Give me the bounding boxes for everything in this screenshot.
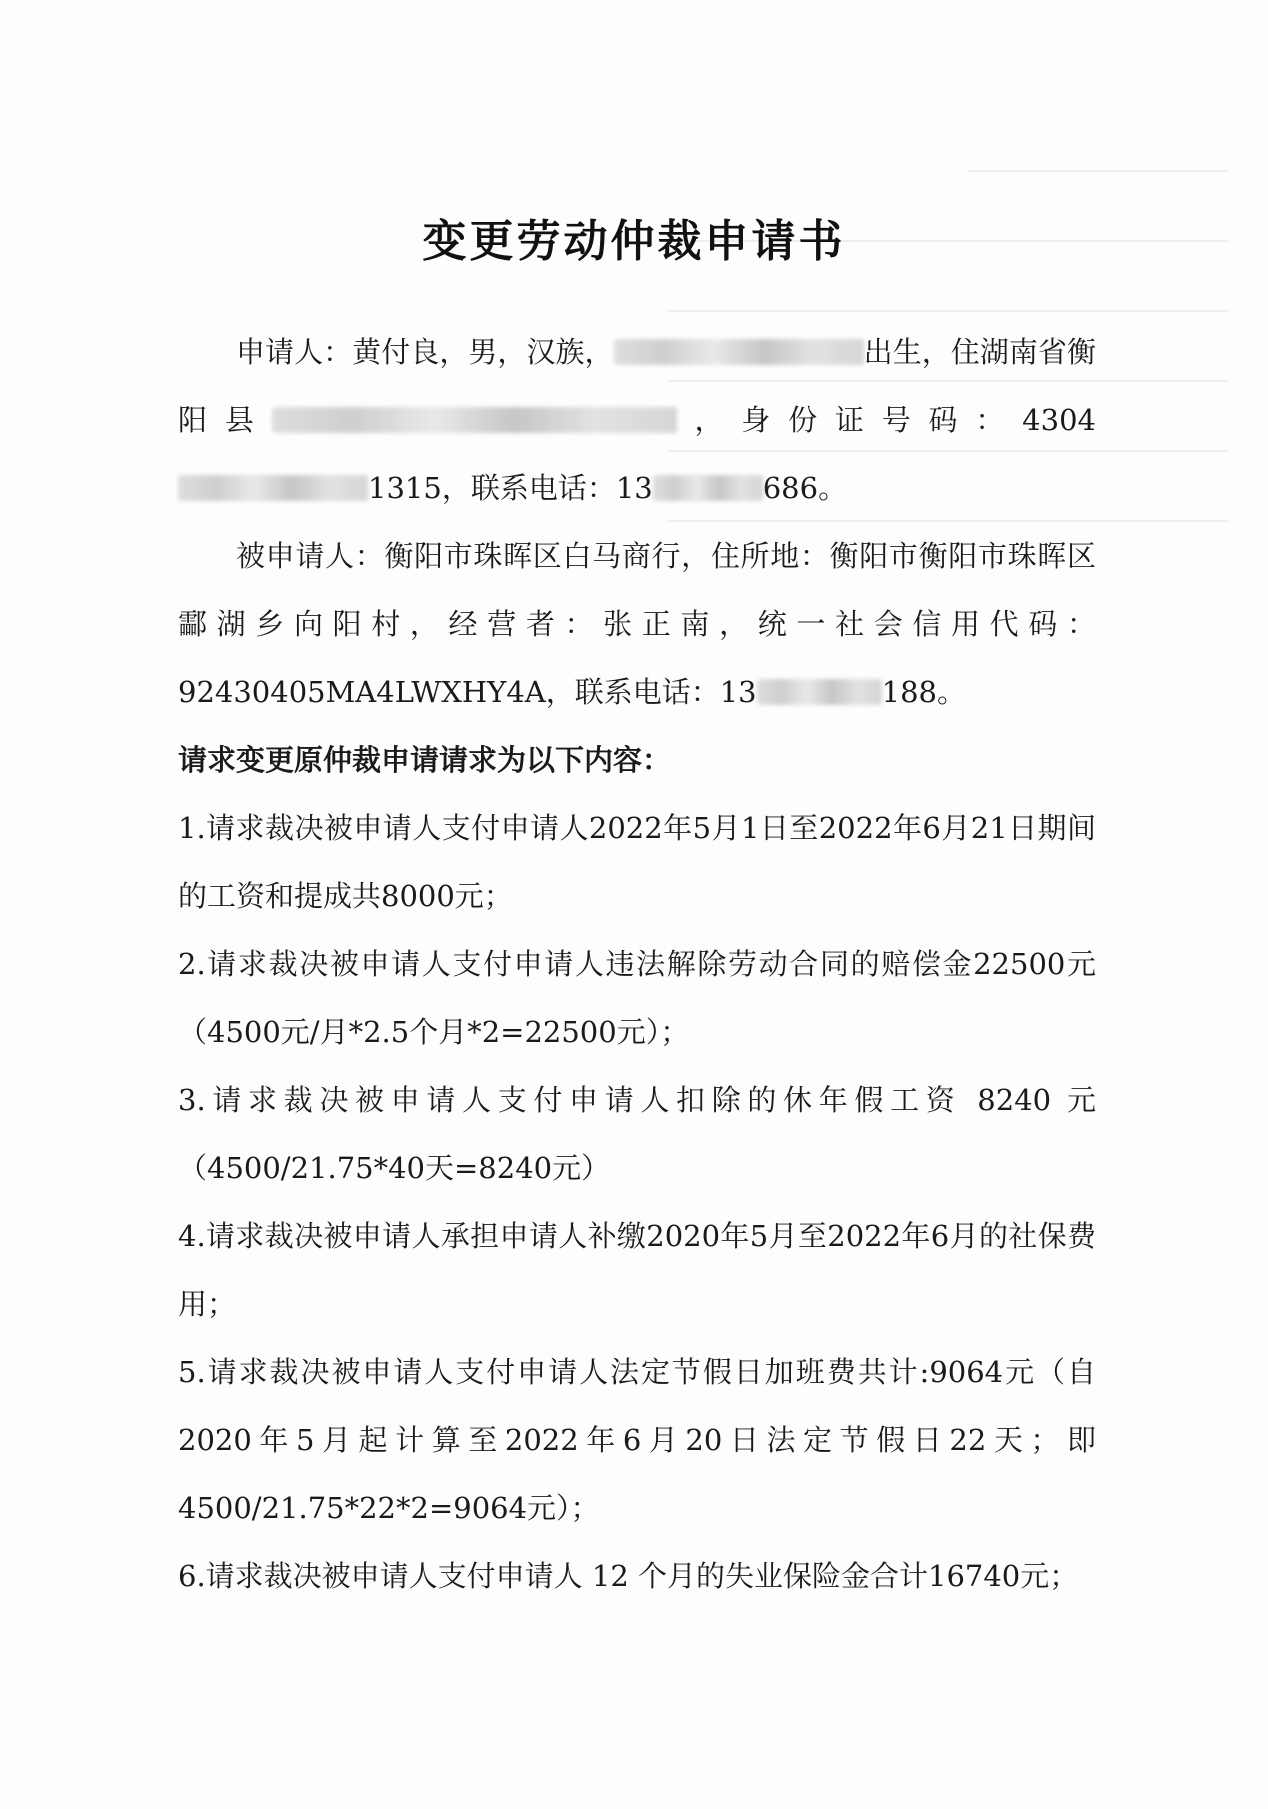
applicant-id-prefix: 4304 (1022, 403, 1096, 437)
redacted-phone (757, 679, 882, 705)
applicant-phone-suffix: 686。 (762, 471, 848, 505)
applicant-paragraph (178, 318, 1096, 522)
document-title: 变更劳动仲裁申请书 (422, 216, 846, 267)
request-item: 5.请求裁决被申请人支付申请人法定节假日加班费共计:9064元（自2020年5月起计算至2022年6月20日法定节假日22天；即4500/21.75*22*2=9064元）； (178, 1355, 1096, 1525)
document-body (178, 318, 1096, 1610)
redacted-id-number (178, 475, 368, 501)
applicant-phone-label: ，联系电话： (441, 471, 616, 505)
applicant-phone-prefix: 13 (615, 471, 653, 505)
request-item: 4.请求裁决被申请人承担申请人补缴2020年5月至2022年6月的社保费用； (178, 1219, 1096, 1321)
request-heading: 请求变更原仲裁申请请求为以下内容： (178, 743, 672, 777)
redacted-address (272, 407, 677, 433)
applicant-id-label: ，身份证号码： (676, 403, 1023, 437)
respondent-paragraph (178, 522, 1096, 726)
redacted-phone (653, 475, 763, 501)
applicant-id-suffix: 1315 (368, 471, 442, 505)
respondent-phone-suffix: 188。 (881, 675, 966, 709)
request-item: 6.请求裁决被申请人支付申请人 12 个月的失业保险金合计16740元； (178, 1559, 1079, 1593)
request-item: 3.请求裁决被申请人支付申请人扣除的休年假工资 8240 元（4500/21.75*40天=8240元） (178, 1083, 1096, 1185)
respondent-text: 被申请人：衡阳市珠晖区白马商行，住所地：衡阳市衡阳市珠晖区酃湖乡向阳村，经营者：张正南，统一社会信用代码：92430405MA4LWXHY4A (178, 539, 1096, 709)
bleed-through-line (668, 310, 1228, 312)
applicant-born: 出生，住湖南省衡阳县 (178, 335, 1096, 437)
bleed-through-line (968, 170, 1228, 172)
respondent-phone-label: ，联系电话： (545, 675, 720, 709)
redacted-birthdate (614, 339, 864, 365)
request-item: 1.请求裁决被申请人支付申请人2022年5月1日至2022年6月21日期间的工资和提成共8000元； (178, 811, 1096, 913)
applicant-intro: 申请人：黄付良，男，汉族， (236, 335, 614, 369)
respondent-phone-prefix: 13 (719, 675, 757, 709)
request-item: 2.请求裁决被申请人支付申请人违法解除劳动合同的赔偿金22500元（4500元/月*2.5个月*2=22500元）； (178, 947, 1096, 1049)
